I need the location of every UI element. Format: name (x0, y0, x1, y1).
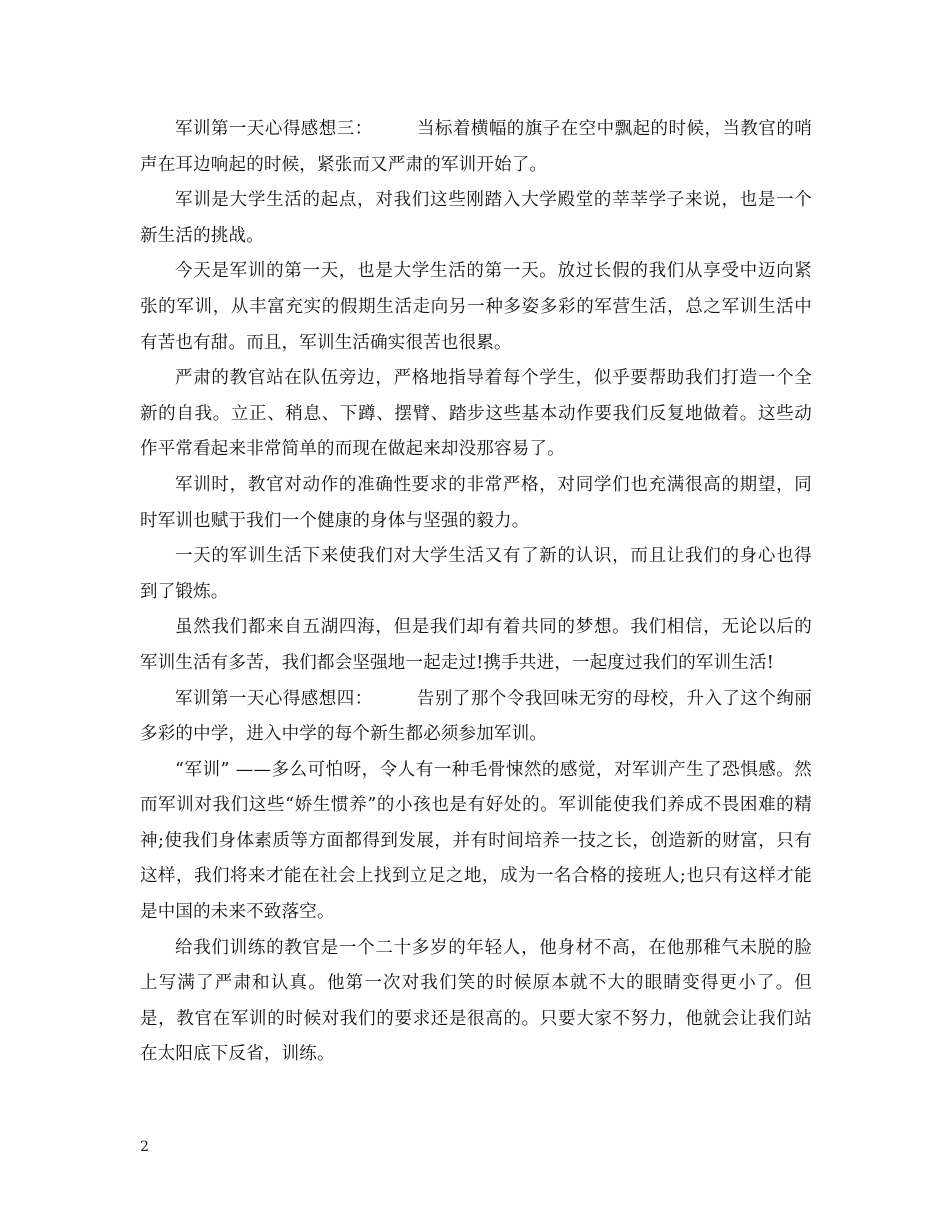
paragraph-text: 告别了那个令我回味无穷的母校，升入了这个绚丽多彩的中学，进入中学的每个新生都必须参加军训。 (140, 688, 812, 745)
paragraph-6: 一天的军训生活下来使我们对大学生活又有了新的认识，而且让我们的身心也得到了锻炼。 (140, 546, 812, 602)
paragraph-text: 当标着横幅的旗子在空中飘起的时候，当教官的哨声在耳边响起的时候，紧张而又严肃的军训开始了。 (140, 119, 812, 175)
paragraph-heading: 军训第一天心得感想四： (175, 688, 373, 709)
paragraph-2: 军训是大学生活的起点，对我们这些刚踏入大学殿堂的莘莘学子来说，也是一个新生活的挑战。 (140, 190, 812, 246)
paragraph-3: 今天是军训的第一天，也是大学生活的第一天。放过长假的我们从享受中迈向紧张的军训，从丰富充实的假期生活走向另一种多姿多彩的军营生活，总之军训生活中有苦也有甜。而且，军训生活确实很苦也很累。 (140, 261, 812, 353)
paragraph-7: 虽然我们都来自五湖四海，但是我们却有着共同的梦想。我们相信，无论以后的军训生活有多苦，我们都会坚强地一起走过!携手共进，一起度过我们的军训生活! (140, 617, 812, 673)
page-number: 2 (140, 1139, 149, 1155)
paragraph-1 (140, 112, 812, 183)
document-body (140, 112, 812, 1073)
paragraph-8 (140, 682, 812, 753)
paragraph-10: 给我们训练的教官是一个二十多岁的年轻人，他身材不高，在他那稚气未脱的脸上写满了严肃和认真。他第一次对我们笑的时候原本就不大的眼睛变得更小了。但是，教官在军训的时候对我们的要求还是很高的。只要大家不努力，他就会让我们站在太阳底下反省，训练。 (140, 937, 812, 1065)
paragraph-4: 严肃的教官站在队伍旁边，严格地指导着每个学生，似乎要帮助我们打造一个全新的自我。立正、稍息、下蹲、摆臂、踏步这些基本动作要我们反复地做着。这些动作平常看起来非常简单的而现在做起来却没那容易了。 (140, 368, 812, 460)
paragraph-5: 军训时，教官对动作的准确性要求的非常严格，对同学们也充满很高的期望，同时军训也赋于我们一个健康的身体与坚强的毅力。 (140, 474, 812, 531)
paragraph-9: “军训” ——多么可怕呀，令人有一种毛骨悚然的感觉，对军训产生了恐惧感。然而军训对我们这些“娇生惯养”的小孩也是有好处的。军训能使我们养成不畏困难的精神;使我们身体素质等方面都得到发展，并有时间培养一技之长，创造新的财富，只有这样，我们将来才能在社会上找到立足之地，成为一名合格的接班人;也只有这样才能是中国的未来不致落空。 (140, 759, 812, 923)
paragraph-heading: 军训第一天心得感想三： (175, 119, 373, 139)
